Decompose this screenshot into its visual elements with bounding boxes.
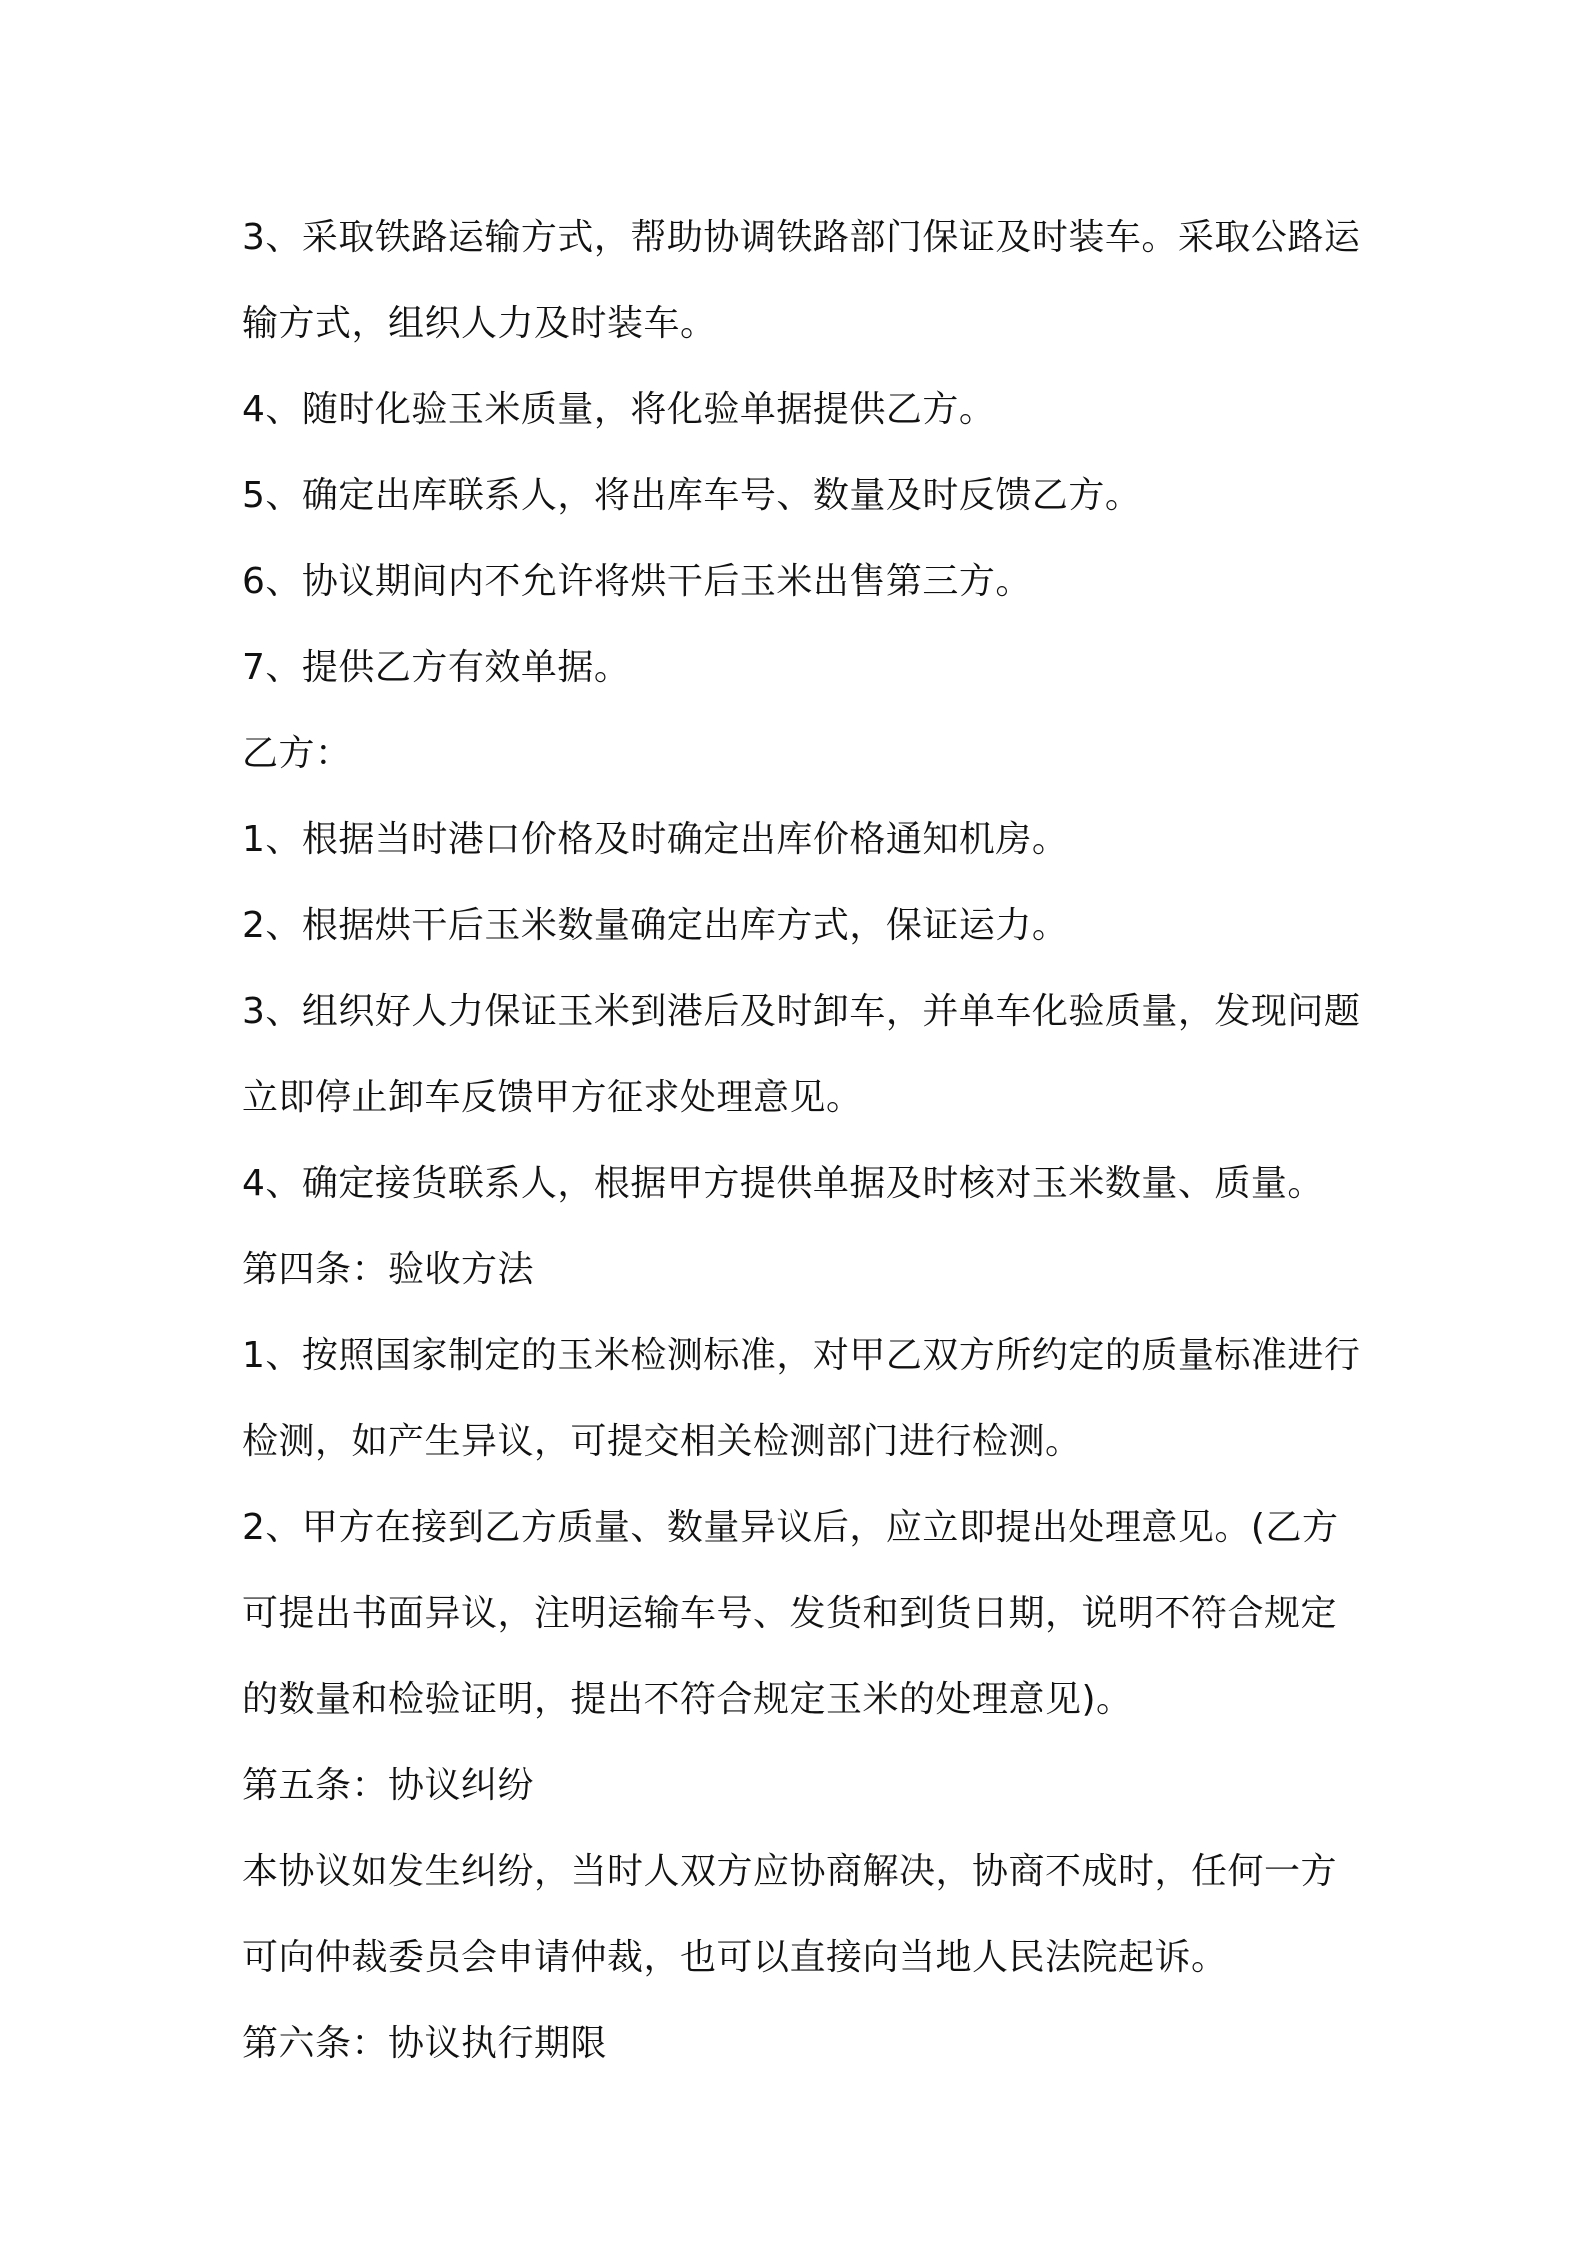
paragraph-party-b-1: 1、根据当时港口价格及时确定出库价格通知机房。 <box>242 819 1069 860</box>
document-body <box>242 195 1362 2087</box>
article-4-heading: 第四条：验收方法 <box>242 1249 535 1290</box>
paragraph-clause-4: 4、随时化验玉米质量，将化验单据提供乙方。 <box>242 389 996 430</box>
paragraph-party-b-2: 2、根据烘干后玉米数量确定出库方式，保证运力。 <box>242 905 1069 946</box>
paragraph-party-b-3: 3、组织好人力保证玉米到港后及时卸车，并单车化验质量，发现问题立即停止卸车反馈甲方征求处理意见。 <box>242 991 1361 1118</box>
paragraph-clause-3: 3、采取铁路运输方式，帮助协调铁路部门保证及时装车。采取公路运输方式，组织人力及时装车。 <box>242 217 1361 344</box>
paragraph-article-4-2: 2、甲方在接到乙方质量、数量异议后，应立即提出处理意见。(乙方可提出书面异议，注明运输车号、发货和到货日期，说明不符合规定的数量和检验证明，提出不符合规定玉米的处理意见)。 <box>242 1507 1339 1720</box>
paragraph-clause-6: 6、协议期间内不允许将烘干后玉米出售第三方。 <box>242 561 1032 602</box>
article-6-heading: 第六条：协议执行期限 <box>242 2023 608 2064</box>
paragraph-article-5: 本协议如发生纠纷，当时人双方应协商解决，协商不成时，任何一方可向仲裁委员会申请仲裁，也可以直接向当地人民法院起诉。 <box>242 1851 1338 1978</box>
paragraph-article-4-1: 1、按照国家制定的玉米检测标准，对甲乙双方所约定的质量标准进行检测，如产生异议，可提交相关检测部门进行检测。 <box>242 1335 1361 1462</box>
paragraph-clause-7: 7、提供乙方有效单据。 <box>242 647 631 688</box>
party-b-heading: 乙方： <box>242 733 352 774</box>
paragraph-party-b-4: 4、确定接货联系人，根据甲方提供单据及时核对玉米数量、质量。 <box>242 1163 1324 1204</box>
paragraph-clause-5: 5、确定出库联系人，将出库车号、数量及时反馈乙方。 <box>242 475 1142 516</box>
article-5-heading: 第五条：协议纠纷 <box>242 1765 535 1806</box>
